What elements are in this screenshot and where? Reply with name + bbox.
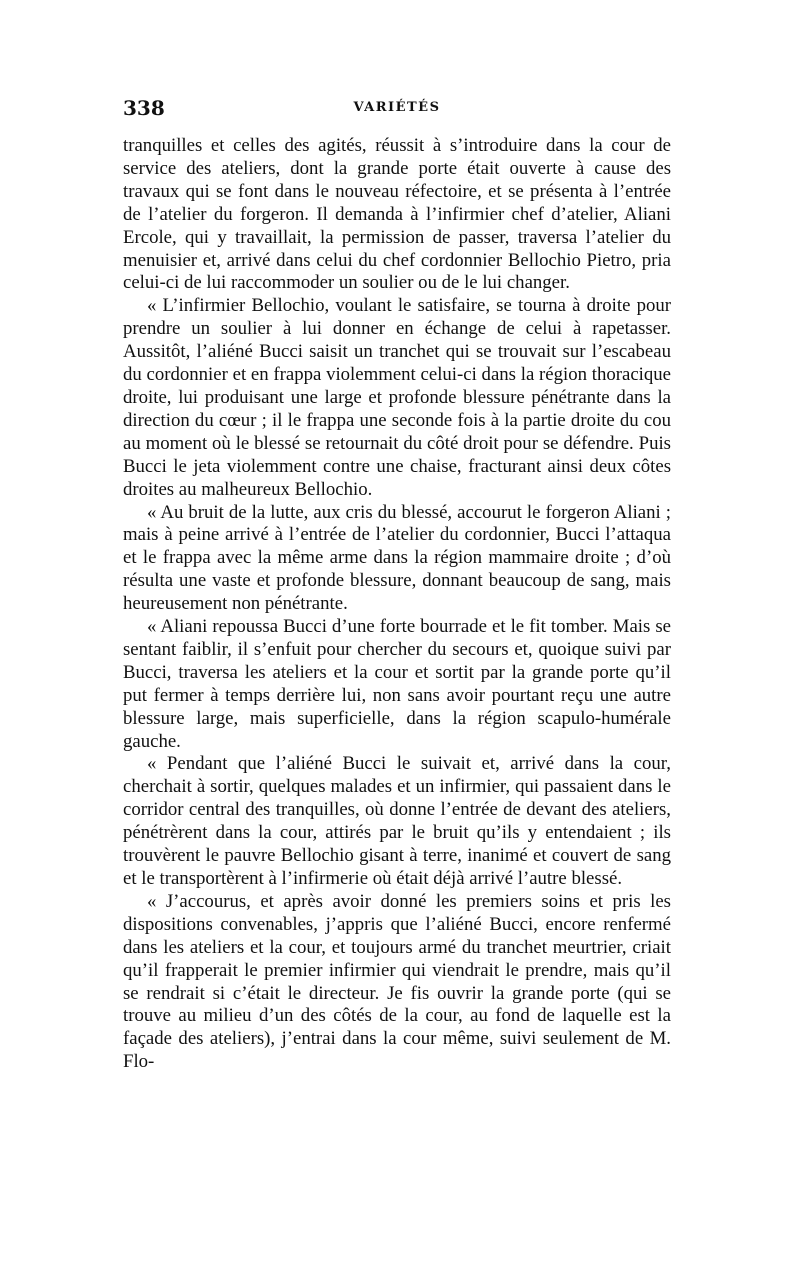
page-header bbox=[123, 96, 671, 126]
body-text bbox=[123, 135, 671, 1074]
page-number: 338 bbox=[123, 96, 165, 120]
paragraph: « Au bruit de la lutte, aux cris du blessé, accourut le forgeron Aliani ; mais à peine arrivé à l’entrée de l’atelier du cordonnier, Bucci l’attaqua et le frappa avec la même arme dans la région mammaire droite ; d’où résulta une vaste et profonde blessure, donnant beaucoup de sang, mais heureusement non pénétrante. bbox=[123, 501, 671, 615]
paragraph: tranquilles et celles des agités, réussit à s’introduire dans la cour de service des ateliers, dont la grande porte était ouverte à cause des travaux qui se font dans le nouveau réfectoire, et se présenta à l’entrée de l’atelier du forgeron. Il demanda à l’infirmier chef d’atelier, Aliani Ercole, qui y travaillait, la permission de passer, traversa l’atelier du menuisier et, arrivé dans celui du chef cordonnier Bellochio Pietro, pria celui-ci de lui raccommoder un soulier ou de le lui changer. bbox=[123, 135, 671, 294]
paragraph: « Aliani repoussa Bucci d’une forte bourrade et le fit tomber. Mais se sentant faiblir, il s’enfuit pour chercher du secours et, quoique suivi par Bucci, traversa les ateliers et la cour et sortit par la grande porte qu’il put fermer à temps derrière lui, non sans avoir pourtant reçu une autre blessure large, mais superficielle, dans la région scapulo-humérale gauche. bbox=[123, 616, 671, 752]
paragraph: « J’accourus, et après avoir donné les premiers soins et pris les dispositions convenables, j’appris que l’aliéné Bucci, encore renfermé dans les ateliers et la cour, et toujours armé du tranchet meurtrier, criait qu’il frapperait le premier infirmier qui viendrait le prendre, mais qu’il se rendrait si c’était le directeur. Je fis ouvrir la grande porte (qui se trouve au milieu d’un des côtés de la cour, au fond de laquelle est la façade des ateliers), j’entrai dans la cour même, suivi seulement de M. Flo- bbox=[123, 890, 671, 1073]
running-head: VARIÉTÉS bbox=[353, 100, 441, 115]
paragraph: « Pendant que l’aliéné Bucci le suivait et, arrivé dans la cour, cherchait à sortir, quelques malades et un infirmier, qui passaient dans le corridor central des tranquilles, où donne l’entrée de devant des ateliers, pénétrèrent dans la cour, attirés par le bruit qu’ils y entendaient ; ils trouvèrent le pauvre Bellochio gisant à terre, inanimé et couvert de sang et le transportèrent à l’infirmerie où était déjà arrivé l’autre blessé. bbox=[123, 753, 671, 889]
paragraph: « L’infirmier Bellochio, voulant le satisfaire, se tourna à droite pour prendre un soulier à lui donner en échange de celui à rapetasser. Aussitôt, l’aliéné Bucci saisit un tranchet qui se trouvait sur l’escabeau du cordonnier et en frappa violemment celui-ci dans la région thoracique droite, lui produisant une large et profonde blessure pénétrante dans la direction du cœur ; il le frappa une seconde fois à la partie droite du cou au moment où le blessé se retournait du côté droit pour se défendre. Puis Bucci le jeta violemment contre une chaise, fracturant ainsi deux côtes droites au malheureux Bellochio. bbox=[123, 295, 671, 500]
